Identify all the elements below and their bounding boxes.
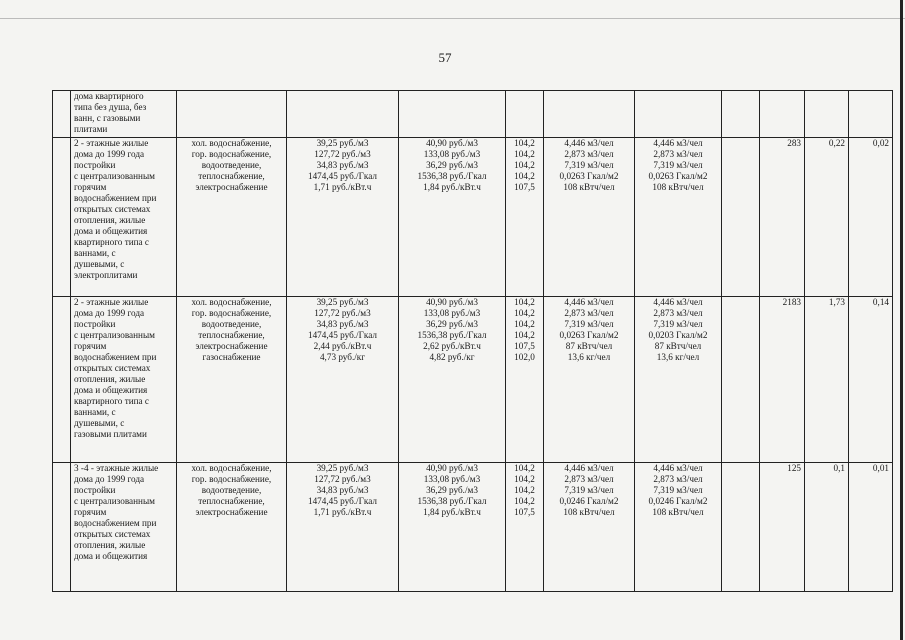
cell-line: 2,873 м3/чел <box>653 308 703 318</box>
cell-line: 2,873 м3/чел <box>564 308 614 318</box>
cell-num <box>53 91 71 138</box>
cell-line: плитами <box>74 124 108 134</box>
cell-norm-old <box>544 463 635 592</box>
cell-num <box>53 138 71 297</box>
cell-line: 40,90 руб./м3 <box>426 297 478 307</box>
cell-line: ваннами, с <box>74 407 116 417</box>
cell-line: горячим <box>74 182 107 192</box>
cell-line: водоснабжением при <box>74 352 157 362</box>
cell-line: 107,5 <box>514 507 535 517</box>
cell-line: 1,84 руб./кВт.ч <box>423 507 481 517</box>
cell-line: 13,6 кг/чел <box>567 352 611 362</box>
cell-line: электроснабжение <box>195 507 268 517</box>
cell-line: газовыми плитами <box>74 429 147 439</box>
cell-line: 127,72 руб./м3 <box>314 474 371 484</box>
cell-line: 1474,45 руб./Гкал <box>307 496 377 506</box>
cell-line: 0,0246 Гкал/м2 <box>559 496 619 506</box>
cell-line: 7,319 м3/чел <box>564 160 614 170</box>
cell-num <box>53 463 71 592</box>
cell-line: дома до 1999 года <box>74 308 145 318</box>
cell-line: хол. водоснабжение, <box>191 463 272 473</box>
cell-v3: 283 <box>760 138 805 297</box>
cell-line: 2 - этажные жилые <box>74 138 149 148</box>
cell-tariff-old <box>287 463 399 592</box>
cell-v5: 0,14 <box>849 297 893 463</box>
cell-line: 36,29 руб./м3 <box>426 160 478 170</box>
page-number: 57 <box>438 50 452 65</box>
cell-line: 4,446 м3/чел <box>653 138 703 148</box>
cell-num <box>53 297 71 463</box>
cell-v1 <box>722 91 760 138</box>
cell-line: 104,2 <box>514 308 535 318</box>
cell-line: горячим <box>74 341 107 351</box>
cell-line: дома и общежития <box>74 226 148 236</box>
cell-line: 4,446 м3/чел <box>564 138 614 148</box>
cell-line: отопления, жилые <box>74 540 146 550</box>
cell-line: 40,90 руб./м3 <box>426 463 478 473</box>
cell-norm-new <box>635 138 722 297</box>
cell-building-type <box>71 297 177 463</box>
cell-line: с централизованным <box>74 330 155 340</box>
cell-tariff-new <box>399 138 506 297</box>
cell-line: 34,83 руб./м3 <box>316 319 369 329</box>
cell-index <box>506 138 544 297</box>
cell-norm-old <box>544 297 635 463</box>
cell-line: 1,84 руб./кВт.ч <box>423 182 481 192</box>
cell-line: 0,0263 Гкал/м2 <box>648 171 708 181</box>
cell-v5: 0,02 <box>849 138 893 297</box>
cell-services <box>177 138 287 297</box>
cell-line: хол. водоснабжение, <box>191 297 272 307</box>
cell-line: 0,0246 Гкал/м2 <box>648 496 708 506</box>
cell-line: электроснабжение <box>195 182 268 192</box>
cell-line: 1474,45 руб./Гкал <box>307 330 377 340</box>
cell-line: хол. водоснабжение, <box>191 138 272 148</box>
cell-line: 133,08 руб./м3 <box>423 474 481 484</box>
cell-line: 102,0 <box>514 352 535 362</box>
cell-line: 133,08 руб./м3 <box>423 308 481 318</box>
cell-line: 4,446 м3/чел <box>564 297 614 307</box>
cell-line: 1536,38 руб./Гкал <box>417 171 487 181</box>
cell-line: типа без душа, без <box>74 102 147 112</box>
cell-line: душевыми, с <box>74 259 125 269</box>
cell-building-type <box>71 463 177 592</box>
cell-line: 13,6 кг/чел <box>656 352 700 362</box>
cell-line: открытых системах <box>74 529 151 539</box>
cell-index <box>506 91 544 138</box>
table-row <box>53 138 893 297</box>
cell-line: открытых системах <box>74 363 151 373</box>
table-row <box>53 463 893 592</box>
cell-line: 2 - этажные жилые <box>74 297 149 307</box>
cell-line: 104,2 <box>514 463 535 473</box>
cell-line: 34,83 руб./м3 <box>316 485 369 495</box>
cell-line: 108 кВтч/чел <box>563 182 615 192</box>
cell-line: 127,72 руб./м3 <box>314 149 371 159</box>
cell-norm-new <box>635 91 722 138</box>
cell-services <box>177 463 287 592</box>
cell-line: гор. водоснабжение, <box>191 474 272 484</box>
cell-line: 104,2 <box>514 485 535 495</box>
cell-line: 107,5 <box>514 182 535 192</box>
cell-line: 104,2 <box>514 171 535 181</box>
cell-line: отопления, жилые <box>74 374 146 384</box>
cell-v4: 0,1 <box>805 463 849 592</box>
cell-line: постройки <box>74 485 116 495</box>
cell-line: 2,873 м3/чел <box>564 149 614 159</box>
cell-v4: 1,73 <box>805 297 849 463</box>
cell-line: квартирного типа с <box>74 396 149 406</box>
cell-v2 <box>722 463 760 592</box>
cell-line: 4,446 м3/чел <box>653 297 703 307</box>
cell-line: 108 кВтч/чел <box>563 507 615 517</box>
cell-line: с централизованным <box>74 171 155 181</box>
cell-line: 4,446 м3/чел <box>653 463 703 473</box>
cell-line: 104,2 <box>514 149 535 159</box>
cell-line: водоотведение, <box>201 160 262 170</box>
cell-line: 2,62 руб./кВт.ч <box>423 341 481 351</box>
cell-line: 7,319 м3/чел <box>653 160 703 170</box>
cell-v2 <box>722 138 760 297</box>
cell-line: ванн, с газовыми <box>74 113 141 123</box>
cell-line: дома и общежития <box>74 385 148 395</box>
cell-line: 7,319 м3/чел <box>653 485 703 495</box>
cell-line: водоснабжением при <box>74 193 157 203</box>
cell-line: 1536,38 руб./Гкал <box>417 496 487 506</box>
cell-line: 2,873 м3/чел <box>653 149 703 159</box>
cell-line: дома до 1999 года <box>74 149 145 159</box>
cell-line: гор. водоснабжение, <box>191 149 272 159</box>
cell-line: 40,90 руб./м3 <box>426 138 478 148</box>
cell-line: 1536,38 руб./Гкал <box>417 330 487 340</box>
cell-tariff-new <box>399 297 506 463</box>
cell-line: 133,08 руб./м3 <box>423 149 481 159</box>
cell-v3: 125 <box>760 463 805 592</box>
cell-line: 36,29 руб./м3 <box>426 485 478 495</box>
cell-line: постройки <box>74 160 116 170</box>
cell-services <box>177 91 287 138</box>
cell-v5: 0,01 <box>849 463 893 592</box>
scan-artifact-edge <box>900 0 903 640</box>
cell-line: 87 кВтч/чел <box>654 341 702 351</box>
cell-building-type <box>71 91 177 138</box>
cell-line: 4,446 м3/чел <box>564 463 614 473</box>
cell-line: отопления, жилые <box>74 215 146 225</box>
cell-norm-old <box>544 138 635 297</box>
cell-line: 104,2 <box>514 297 535 307</box>
cell-building-type <box>71 138 177 297</box>
cell-v4 <box>849 91 893 138</box>
scan-artifact-line <box>0 18 905 19</box>
cell-line: постройки <box>74 319 116 329</box>
cell-line: дома и общежития <box>74 551 148 561</box>
cell-line: 2,44 руб./кВт.ч <box>313 341 372 351</box>
cell-tariff-new <box>399 463 506 592</box>
cell-line: водоснабжением при <box>74 518 157 528</box>
cell-norm-old <box>544 91 635 138</box>
cell-v4: 0,22 <box>805 138 849 297</box>
cell-v2 <box>722 297 760 463</box>
cell-line: 2,873 м3/чел <box>653 474 703 484</box>
cell-line: 7,319 м3/чел <box>653 319 703 329</box>
cell-line: 127,72 руб./м3 <box>314 308 371 318</box>
cell-line: 4,82 руб./кг <box>429 352 475 362</box>
cell-line: 107,5 <box>514 341 535 351</box>
cell-line: с централизованным <box>74 496 155 506</box>
cell-line: 104,2 <box>514 138 535 148</box>
cell-tariff-old <box>287 91 399 138</box>
cell-line: 36,29 руб./м3 <box>426 319 478 329</box>
cell-line: 108 кВтч/чел <box>652 182 704 192</box>
cell-line: 104,2 <box>514 330 535 340</box>
cell-line: 108 кВтч/чел <box>652 507 704 517</box>
cell-line: горячим <box>74 507 107 517</box>
cell-line: 7,319 м3/чел <box>564 485 614 495</box>
cell-line: теплоснабжение, <box>198 171 265 181</box>
cell-line: 2,873 м3/чел <box>564 474 614 484</box>
cell-index <box>506 463 544 592</box>
cell-line: электроплитами <box>74 270 138 280</box>
cell-line: теплоснабжение, <box>198 496 265 506</box>
cell-line: 1474,45 руб./Гкал <box>307 171 377 181</box>
cell-line: 39,25 руб./м3 <box>316 463 369 473</box>
cell-line: 0,0263 Гкал/м2 <box>559 171 619 181</box>
cell-index <box>506 297 544 463</box>
cell-line: 4,73 руб./кг <box>319 352 366 362</box>
table-body <box>53 91 893 592</box>
cell-v3 <box>805 91 849 138</box>
cell-line: водоотведение, <box>201 485 262 495</box>
tariff-table <box>52 90 893 592</box>
cell-line: 39,25 руб./м3 <box>316 138 369 148</box>
cell-v2 <box>760 91 805 138</box>
cell-tariff-old <box>287 138 399 297</box>
table-row <box>53 91 893 138</box>
cell-tariff-new <box>399 91 506 138</box>
cell-line: дома до 1999 года <box>74 474 145 484</box>
cell-line: 104,2 <box>514 496 535 506</box>
cell-line: 87 кВтч/чел <box>565 341 613 351</box>
cell-line: 3 -4 - этажные жилые <box>74 463 159 473</box>
cell-norm-new <box>635 297 722 463</box>
cell-line: квартирного типа с <box>74 237 149 247</box>
cell-line: 1,71 руб./кВт.ч <box>313 507 372 517</box>
cell-line: 7,319 м3/чел <box>564 319 614 329</box>
cell-services <box>177 297 287 463</box>
cell-line: 0,0203 Гкал/м2 <box>648 330 708 340</box>
cell-line: 39,25 руб./м3 <box>316 297 369 307</box>
cell-line: дома квартирного <box>74 91 144 101</box>
cell-line: 34,83 руб./м3 <box>316 160 369 170</box>
cell-line: 104,2 <box>514 319 535 329</box>
table-row <box>53 297 893 463</box>
cell-line: теплоснабжение, <box>198 330 265 340</box>
cell-line: душевыми, с <box>74 418 125 428</box>
cell-line: ваннами, с <box>74 248 116 258</box>
cell-line: открытых системах <box>74 204 151 214</box>
cell-line: водоотведение, <box>201 319 262 329</box>
cell-line: газоснабжение <box>202 352 261 362</box>
cell-line: 1,71 руб./кВт.ч <box>313 182 372 192</box>
cell-line: 104,2 <box>514 160 535 170</box>
cell-line: электроснабжение <box>195 341 268 351</box>
cell-line: 104,2 <box>514 474 535 484</box>
cell-line: 0,0263 Гкал/м2 <box>559 330 619 340</box>
cell-v3: 2183 <box>760 297 805 463</box>
cell-line: гор. водоснабжение, <box>191 308 272 318</box>
cell-tariff-old <box>287 297 399 463</box>
cell-norm-new <box>635 463 722 592</box>
